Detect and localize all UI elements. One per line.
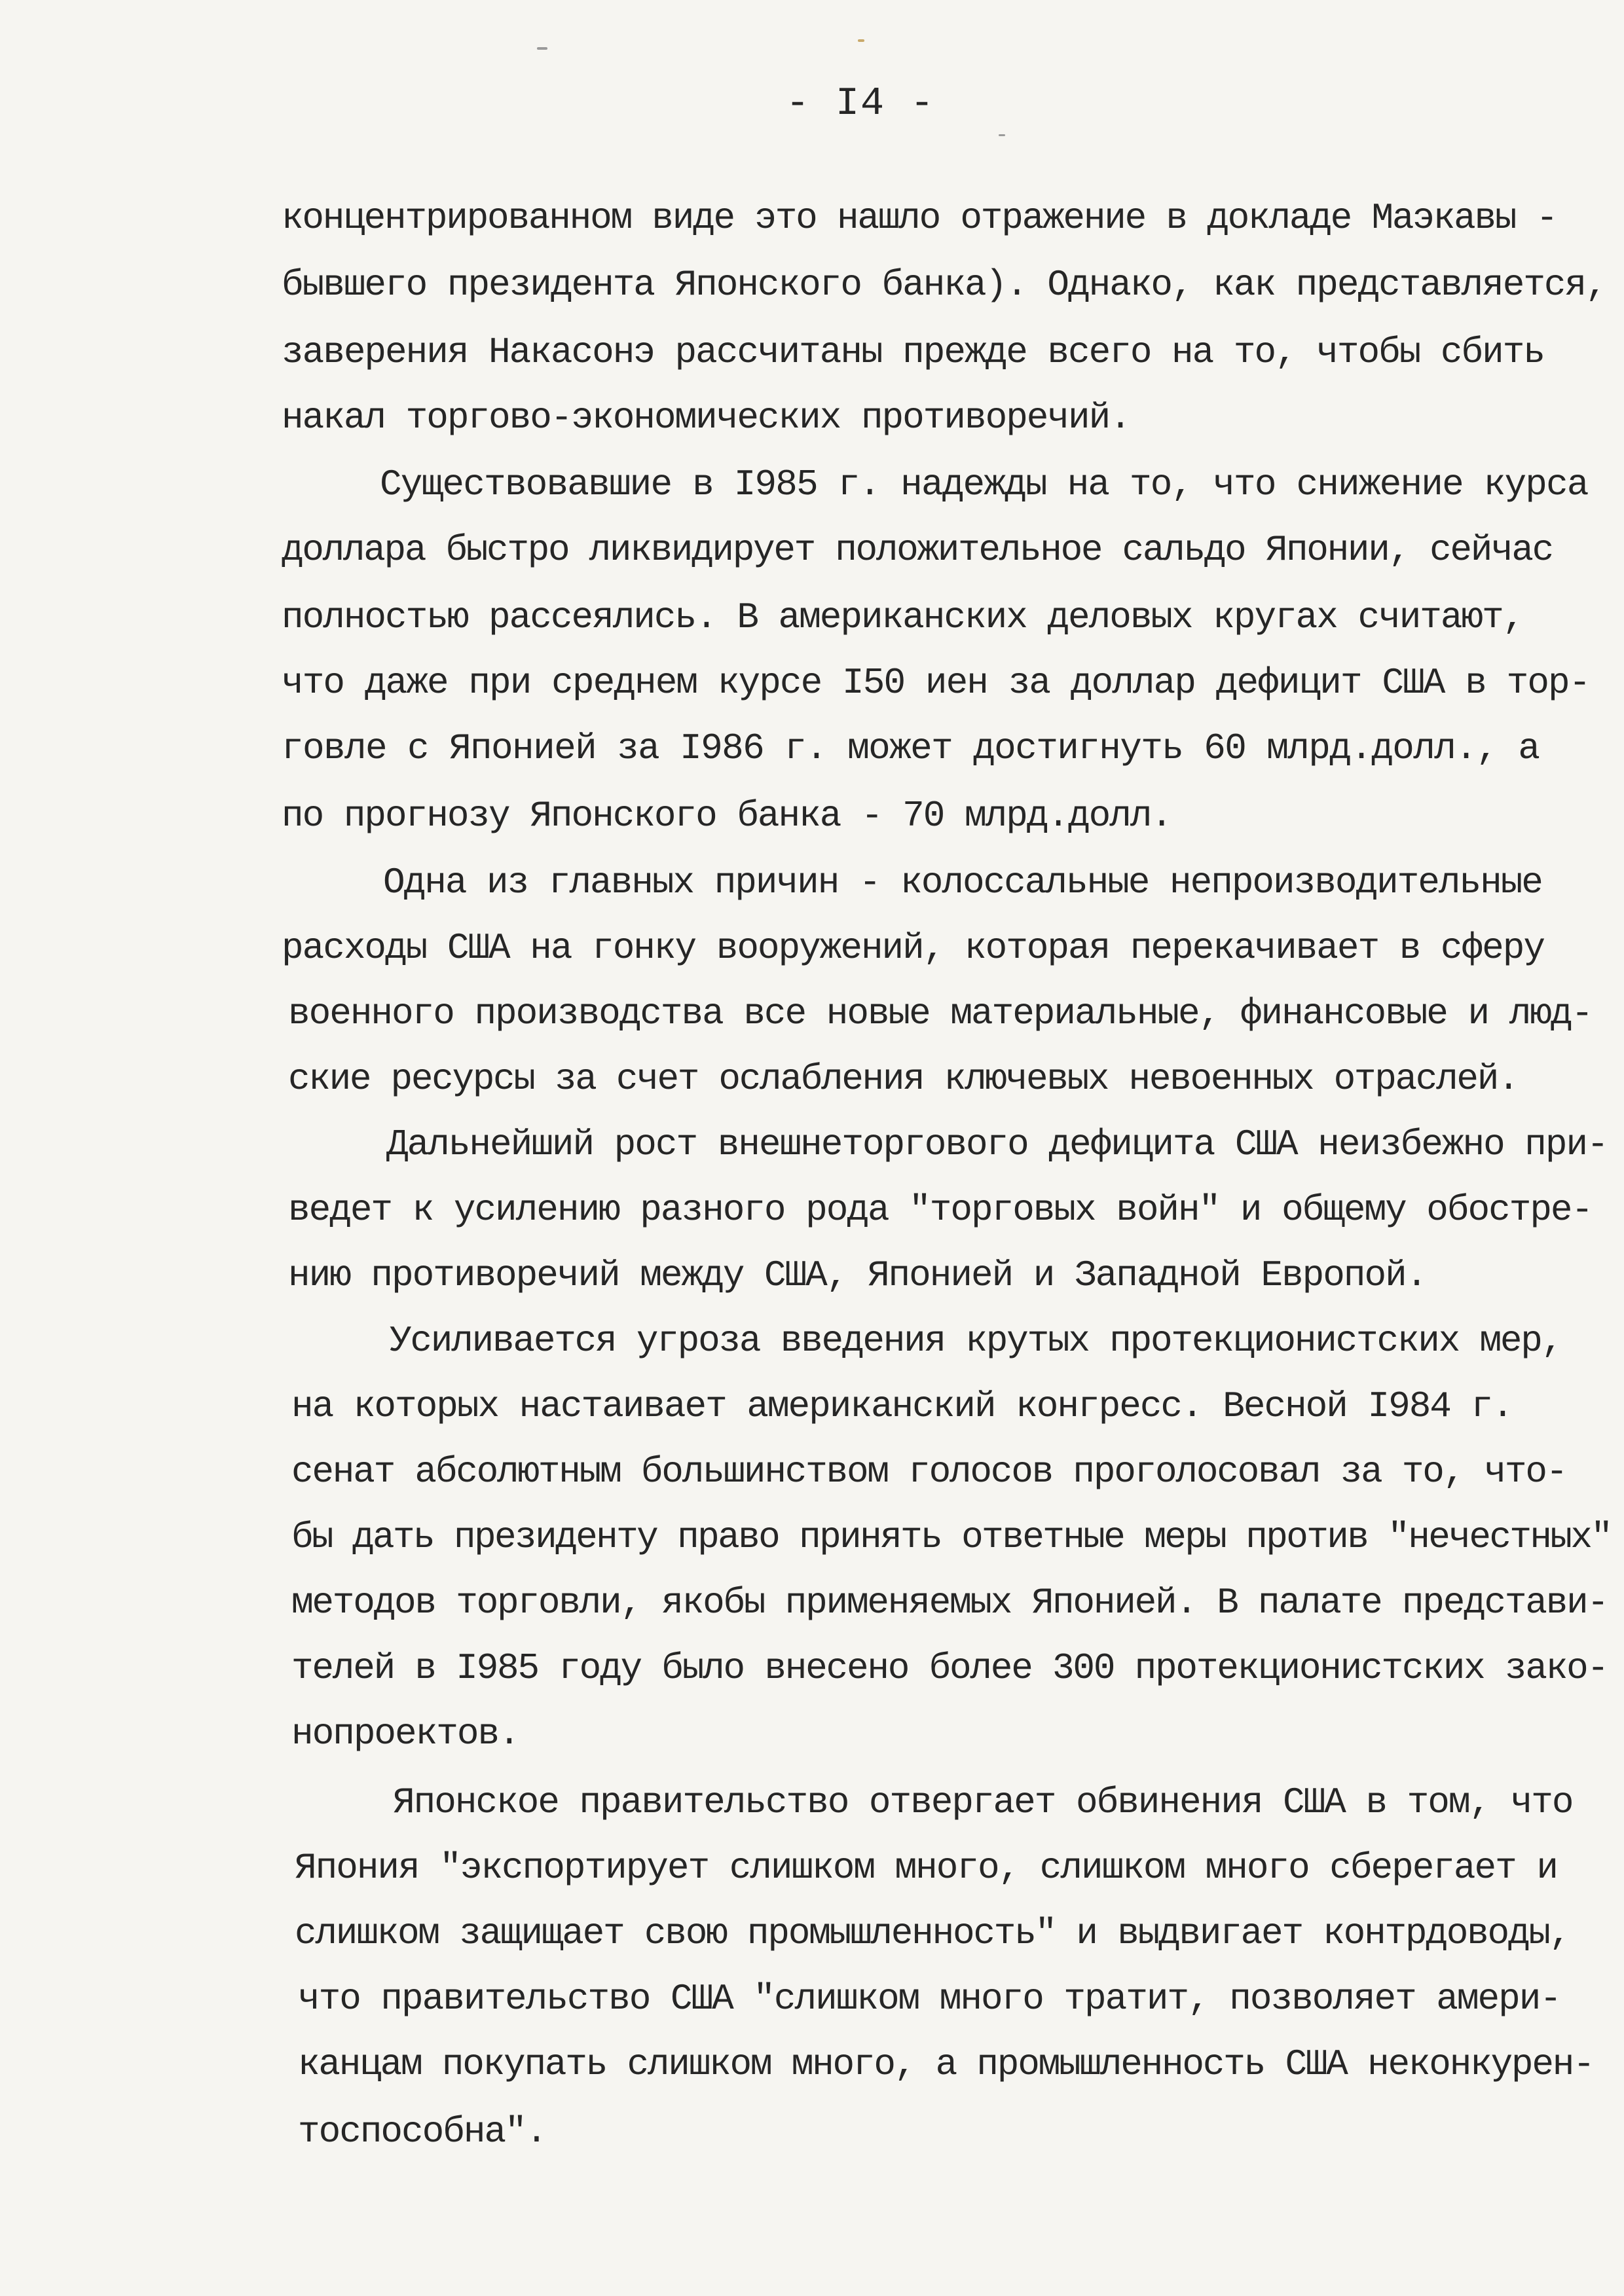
text-line: Существовавшие в I985 г. надежды на то, что снижение курса bbox=[380, 464, 1588, 505]
text-line: концентрированном виде это нашло отражение в докладе Маэкавы - bbox=[282, 197, 1557, 239]
text-line: телей в I985 году было внесено более 300 протекционистских зако- bbox=[291, 1647, 1608, 1689]
page-number: - I4 - bbox=[786, 82, 936, 126]
text-line: военного производства все новые материальные, финансовые и люд- bbox=[288, 993, 1593, 1034]
text-line: нию противоречий между США, Японией и Западной Европой. bbox=[288, 1254, 1427, 1296]
text-line: методов торговли, якобы применяемых Японией. В палате представи- bbox=[291, 1582, 1608, 1624]
text-line: нопроектов. bbox=[291, 1713, 519, 1755]
text-line: полностью рассеялись. В американских деловых кругах считают, bbox=[282, 596, 1524, 638]
text-line: канцам покупать слишком много, а промышленность США неконкурен- bbox=[298, 2043, 1594, 2085]
text-line: на которых настаивает американский конгресс. Весной I984 г. bbox=[291, 1385, 1513, 1427]
scan-speck bbox=[999, 134, 1005, 136]
text-line: тоспособна". bbox=[298, 2111, 547, 2153]
text-line: говле с Японией за I986 г. может достигнуть 60 млрд.долл., а bbox=[282, 727, 1540, 769]
text-line: Япония "экспортирует слишком много, слишком много сберегает и bbox=[295, 1847, 1557, 1889]
text-line: по прогнозу Японского банка - 70 млрд.долл. bbox=[282, 795, 1172, 837]
text-line: расходы США на гонку вооружений, которая перекачивает в сферу bbox=[282, 927, 1544, 969]
text-line: Усиливается угроза введения крутых протекционистских мер, bbox=[390, 1320, 1562, 1362]
text-line: что даже при среднем курсе I50 иен за доллар дефицит США в тор- bbox=[282, 662, 1590, 704]
scan-speck bbox=[537, 47, 547, 50]
text-line: Японское правительство отвергает обвинения США в том, что bbox=[393, 1781, 1573, 1823]
text-line: слишком защищает свою промышленность" и выдвигает контрдоводы, bbox=[295, 1912, 1570, 1954]
text-line: сенат абсолютным большинством голосов проголосовал за то, что- bbox=[291, 1451, 1567, 1493]
text-line: заверения Накасонэ рассчитаны прежде всего на то, чтобы сбить bbox=[282, 331, 1544, 373]
text-line: что правительство США "слишком много тратит, позволяет амери- bbox=[298, 1978, 1560, 2020]
text-line: накал торгово-экономических противоречий. bbox=[282, 397, 1130, 439]
text-line: Дальнейший рост внешнеторгового дефицита США неизбежно при- bbox=[386, 1123, 1608, 1165]
text-line: доллара быстро ликвидирует положительное сальдо Японии, сейчас bbox=[282, 529, 1553, 571]
scan-speck bbox=[858, 39, 864, 42]
text-line: ские ресурсы за счет ослабления ключевых невоенных отраслей. bbox=[288, 1058, 1519, 1100]
text-line: бывшего президента Японского банка). Однако, как представляется, bbox=[282, 264, 1606, 306]
text-line: бы дать президенту право принять ответные меры против "нечестных" bbox=[291, 1516, 1612, 1558]
text-line: ведет к усилению разного рода "торговых войн" и общему обостре- bbox=[288, 1189, 1593, 1231]
text-line: Одна из главных причин - колоссальные непроизводительные bbox=[383, 862, 1542, 903]
